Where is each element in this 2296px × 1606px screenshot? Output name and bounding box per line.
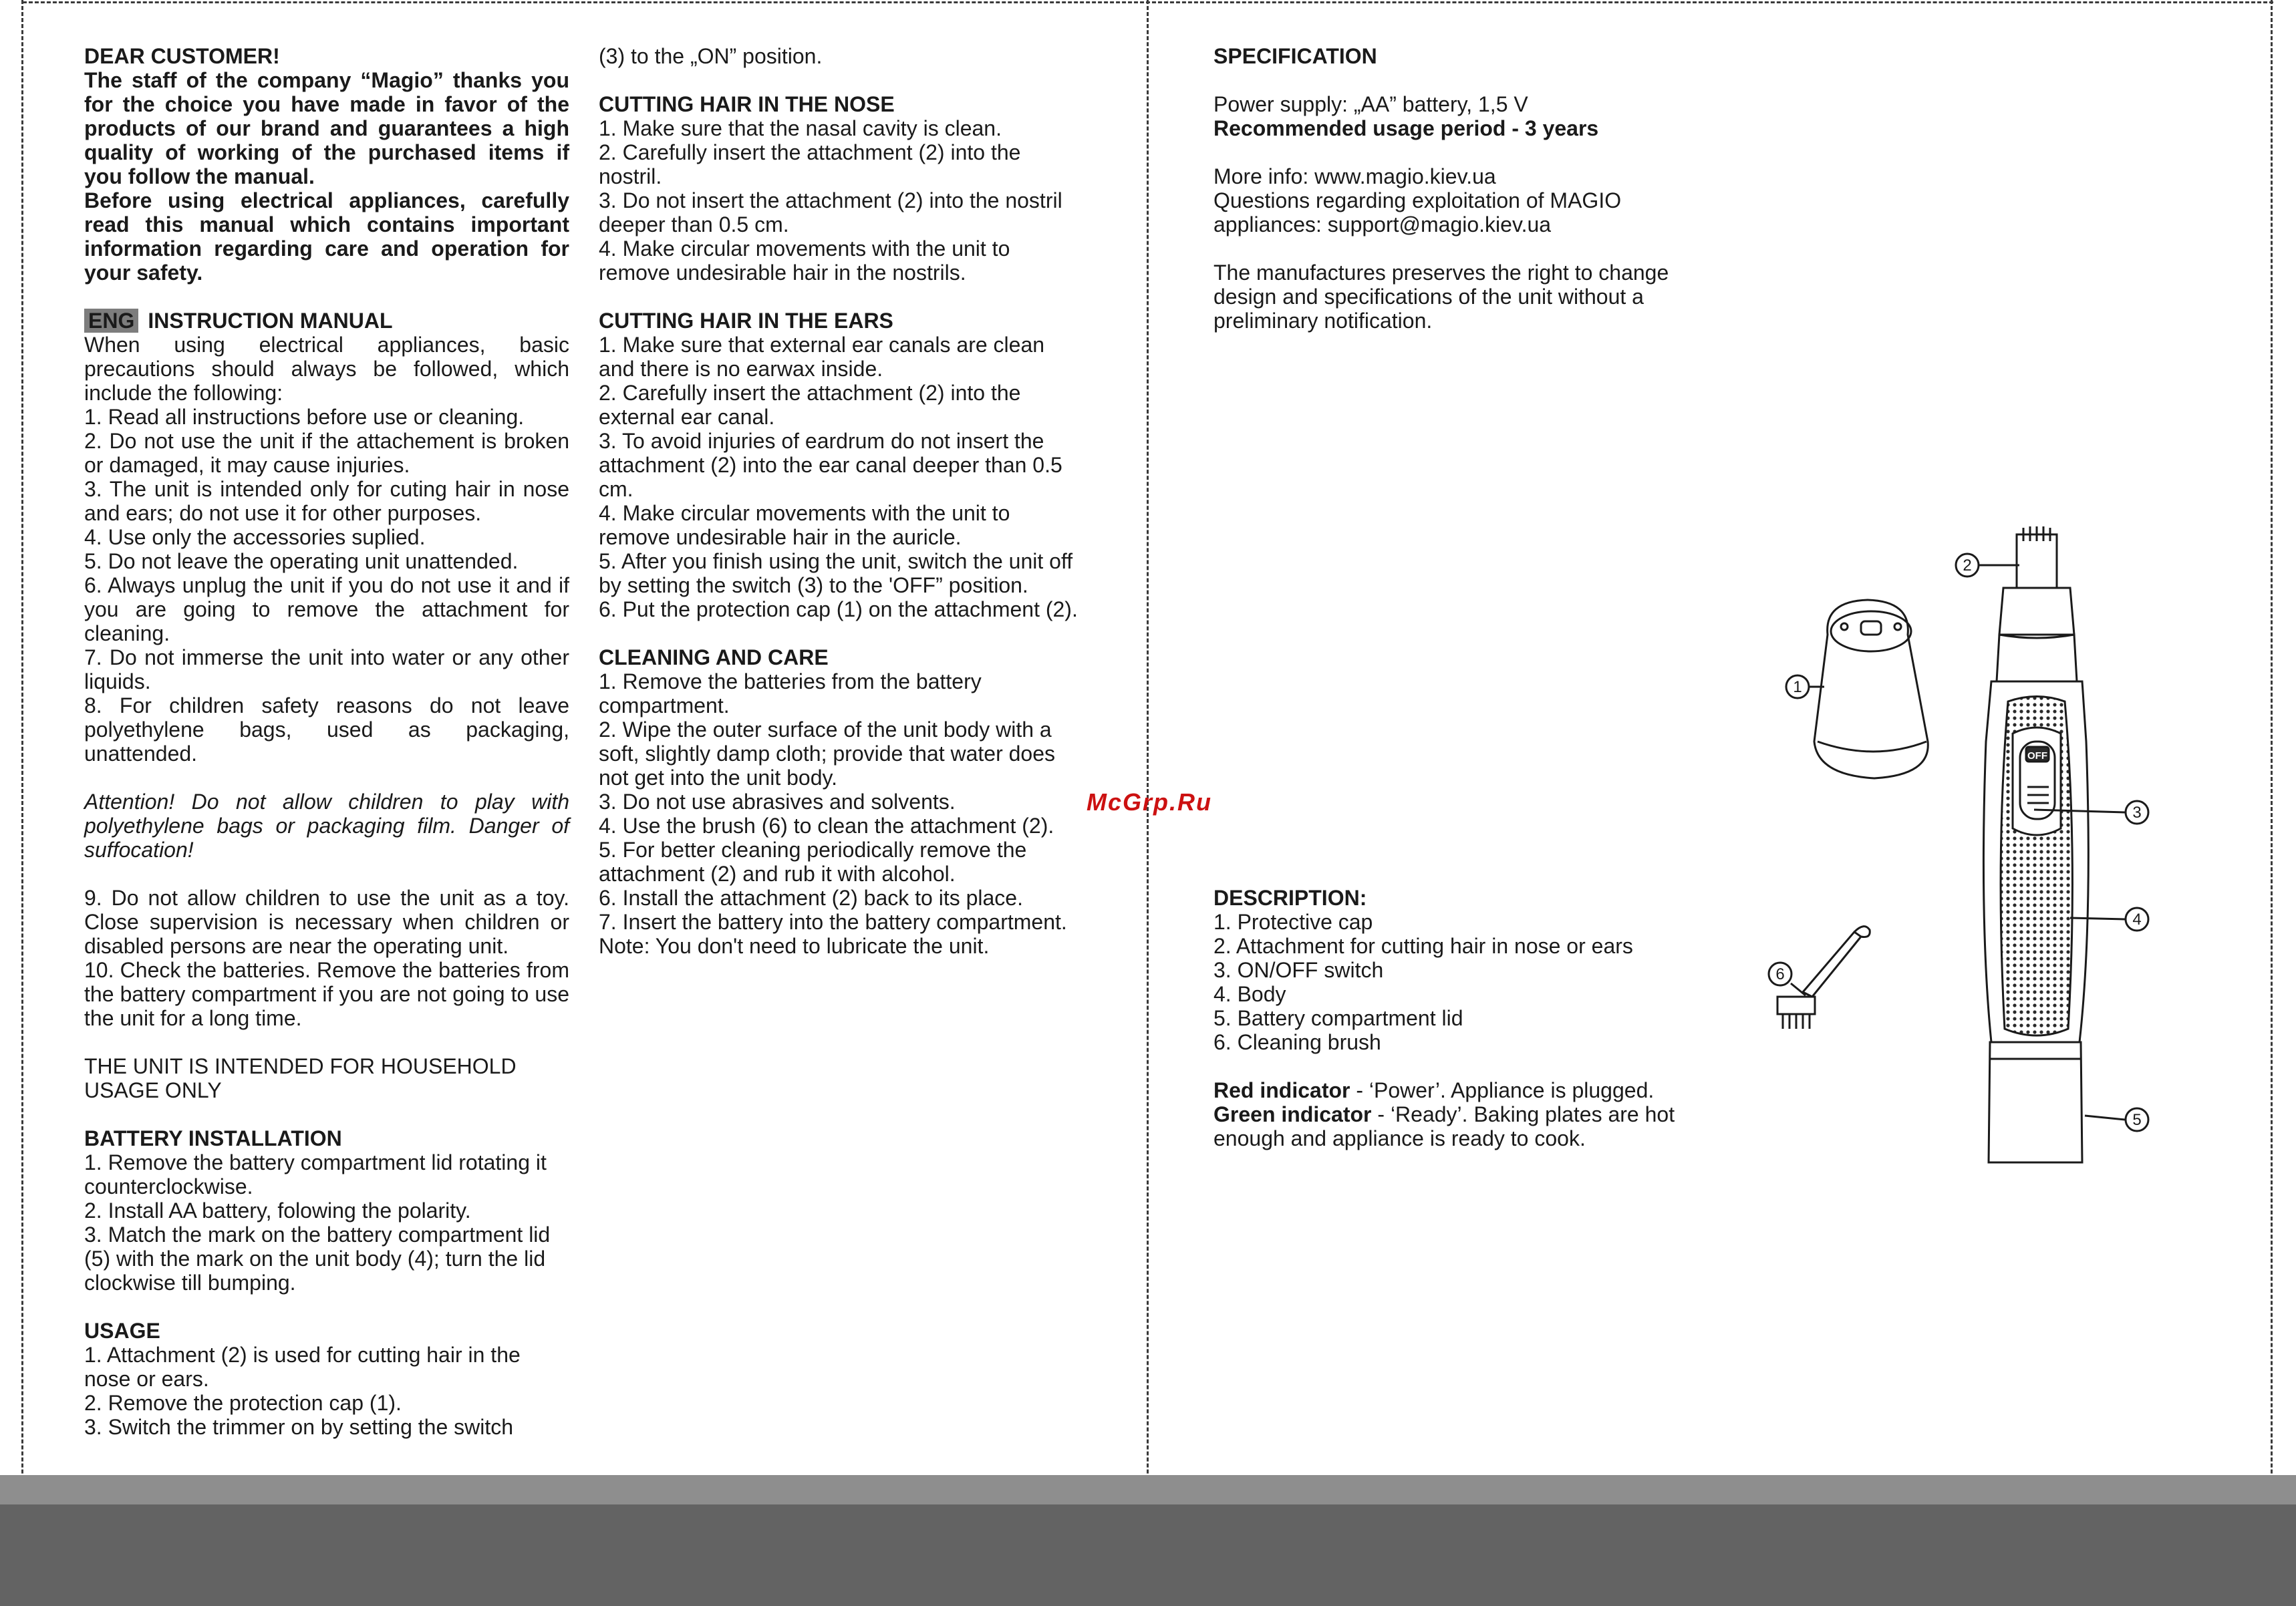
manual-heading xyxy=(84,309,569,333)
ears-item: 3. To avoid injuries of eardrum do not insert the attachment (2) into the ear canal deeper than 0.5 cm. xyxy=(599,429,1062,501)
ears-item: 6. Put the protection cap (1) on the attachment (2). xyxy=(599,597,1078,621)
battery-lid-drawing xyxy=(1989,1042,2082,1162)
attention-note: Attention! Do not allow children to play with polyethylene bags or packaging film. Danger of suffocation! xyxy=(84,790,569,862)
before-use-paragraph: Before using electrical appliances, carefully read this manual which contains important information regarding care and operation for your safety. xyxy=(84,188,569,285)
footer-band-light xyxy=(0,1475,2296,1504)
battery-title: BATTERY INSTALLATION xyxy=(84,1126,342,1150)
cleaning-item: 7. Insert the battery into the battery compartment. xyxy=(599,910,1067,934)
ears-item: 1. Make sure that external ear canals are clean and there is no earwax inside. xyxy=(599,333,1045,381)
spec-title: SPECIFICATION xyxy=(1213,44,1377,68)
red-indicator-text: - ‘Power’. Appliance is plugged. xyxy=(1350,1078,1655,1102)
precautions-intro: When using electrical appliances, basic precautions should always be followed, which include the following: xyxy=(84,333,569,405)
red-indicator-label: Red indicator xyxy=(1213,1078,1350,1102)
precaution-item: 2. Do not use the unit if the attachement is broken or damaged, it may cause injuries. xyxy=(84,429,569,477)
power-supply: Power supply: „AA” battery, 1,5 V xyxy=(1213,92,1528,116)
usage-item: 1. Attachment (2) is used for cutting hair in the nose or ears. xyxy=(84,1343,521,1391)
callout-4: 4 xyxy=(2132,911,2142,929)
callout-1: 1 xyxy=(1793,678,1802,696)
ears-item: 4. Make circular movements with the unit to remove undesirable hair in the auricle. xyxy=(599,501,1010,549)
green-indicator-line xyxy=(1213,1102,1721,1150)
precaution-item: 5. Do not leave the operating unit unattended. xyxy=(84,549,519,573)
precaution-item: 8. For children safety reasons do not leave polyethylene bags, used as packaging, unattended. xyxy=(84,693,569,766)
rights-note: The manufactures preserves the right to change design and specifications of the unit without a preliminary notification. xyxy=(1213,261,1669,333)
description-item: 2. Attachment for cutting hair in nose or ears xyxy=(1213,934,1633,958)
right-fold-line xyxy=(2271,0,2273,1606)
cleaning-item: 6. Install the attachment (2) back to its place. xyxy=(599,886,1023,910)
precaution-item: 7. Do not immerse the unit into water or any other liquids. xyxy=(84,645,569,693)
cleaning-item: 2. Wipe the outer surface of the unit body with a soft, slightly damp cloth; provide that water does not get into the unit body. xyxy=(599,717,1056,790)
usage-title: USAGE xyxy=(84,1319,160,1343)
cleaning-title: CLEANING AND CARE xyxy=(599,645,829,669)
cleaning-item: 4. Use the brush (6) to clean the attachment (2). xyxy=(599,814,1054,838)
trimmer-illustration xyxy=(1764,521,2178,1176)
ears-item: 2. Carefully insert the attachment (2) into the external ear canal. xyxy=(599,381,1021,429)
battery-item: 3. Match the mark on the battery compartment lid (5) with the mark on the unit body (4); turn the lid clockwise till bumping. xyxy=(84,1223,551,1295)
cleaning-item: Note: You don't need to lubricate the unit. xyxy=(599,934,990,958)
cleaning-item: 5. For better cleaning periodically remove the attachment (2) and rub it with alcohol. xyxy=(599,838,1027,886)
precaution-item: 10. Check the batteries. Remove the batteries from the battery compartment if you are not going to use the unit for a long time. xyxy=(84,958,569,1030)
description-item: 1. Protective cap xyxy=(1213,910,1373,934)
callout-3: 3 xyxy=(2132,804,2142,822)
green-indicator-text: - ‘Ready’. Baking plates are hot enough and appliance is ready to cook. xyxy=(1213,1102,1675,1150)
battery-item: 1. Remove the battery compartment lid rotating it counterclockwise. xyxy=(84,1150,547,1198)
nose-item: 4. Make circular movements with the unit to remove undesirable hair in the nostrils. xyxy=(599,236,1010,285)
nose-item: 1. Make sure that the nasal cavity is clean. xyxy=(599,116,1002,140)
trimmer-body-drawing xyxy=(1983,681,2088,1042)
intro-paragraph: The staff of the company “Magio” thanks you for the choice you have made in favor of the products of our brand and guarantees a high quality of working of the purchased items if you follow the manual. xyxy=(84,68,569,188)
nose-item: 2. Carefully insert the attachment (2) into the nostril. xyxy=(599,140,1021,188)
battery-item: 2. Install AA battery, folowing the polarity. xyxy=(84,1198,471,1223)
protective-cap-drawing xyxy=(1814,600,1928,778)
precaution-item: 4. Use only the accessories suplied. xyxy=(84,525,426,549)
manual-title: INSTRUCTION MANUAL xyxy=(148,309,393,333)
precaution-item: 6. Always unplug the unit if you do not use it and if you are going to remove the attachment for cleaning. xyxy=(84,573,569,645)
attachment-drawing xyxy=(1997,526,2077,681)
precaution-item: 3. The unit is intended only for cuting hair in nose and ears; do not use it for other purposes. xyxy=(84,477,569,525)
precaution-item: 1. Read all instructions before use or cleaning. xyxy=(84,405,525,429)
household-note: THE UNIT IS INTENDED FOR HOUSEHOLD USAGE ONLY xyxy=(84,1054,517,1102)
description-item: 6. Cleaning brush xyxy=(1213,1030,1381,1054)
green-indicator-label: Green indicator xyxy=(1213,1102,1372,1126)
usage-period: Recommended usage period - 3 years xyxy=(1213,116,1599,140)
ears-title: CUTTING HAIR IN THE EARS xyxy=(599,309,893,333)
description-item: 3. ON/OFF switch xyxy=(1213,958,1384,982)
description-block xyxy=(1213,886,1721,1150)
usage-item: 2. Remove the protection cap (1). xyxy=(84,1391,402,1415)
red-indicator-line xyxy=(1213,1078,1721,1102)
callout-2: 2 xyxy=(1963,556,1972,575)
footer-band-dark xyxy=(0,1504,2296,1606)
column-3 xyxy=(1213,44,1721,333)
description-item: 4. Body xyxy=(1213,982,1286,1006)
column-1 xyxy=(84,44,569,1439)
usage-continued: (3) to the „ON” position. xyxy=(599,44,823,68)
cleaning-item: 1. Remove the batteries from the battery compartment. xyxy=(599,669,982,717)
nose-title: CUTTING HAIR IN THE NOSE xyxy=(599,92,895,116)
callout-5: 5 xyxy=(2132,1111,2142,1129)
cleaning-item: 3. Do not use abrasives and solvents. xyxy=(599,790,956,814)
ears-item: 5. After you finish using the unit, switch the unit off by setting the switch (3) to the 'OFF” position. xyxy=(599,549,1073,597)
dear-customer-title: DEAR CUSTOMER! xyxy=(84,44,280,68)
questions: Questions regarding exploitation of MAGIO appliances: support@magio.kiev.ua xyxy=(1213,188,1622,236)
precaution-item: 9. Do not allow children to use the unit as a toy. Close supervision is necessary when children or disabled persons are near the operating unit. xyxy=(84,886,569,958)
more-info: More info: www.magio.kiev.ua xyxy=(1213,164,1496,188)
usage-item: 3. Switch the trimmer on by setting the switch xyxy=(84,1415,514,1439)
column-2 xyxy=(599,44,1080,958)
switch-off-label: OFF xyxy=(2027,750,2047,762)
description-title: DESCRIPTION: xyxy=(1213,886,1367,910)
description-item: 5. Battery compartment lid xyxy=(1213,1006,1463,1030)
watermark: McGrp.Ru xyxy=(1087,788,1213,816)
left-fold-line xyxy=(21,0,23,1606)
language-tag: ENG xyxy=(84,309,138,333)
callout-6: 6 xyxy=(1775,965,1785,983)
nose-item: 3. Do not insert the attachment (2) into the nostril deeper than 0.5 cm. xyxy=(599,188,1062,236)
